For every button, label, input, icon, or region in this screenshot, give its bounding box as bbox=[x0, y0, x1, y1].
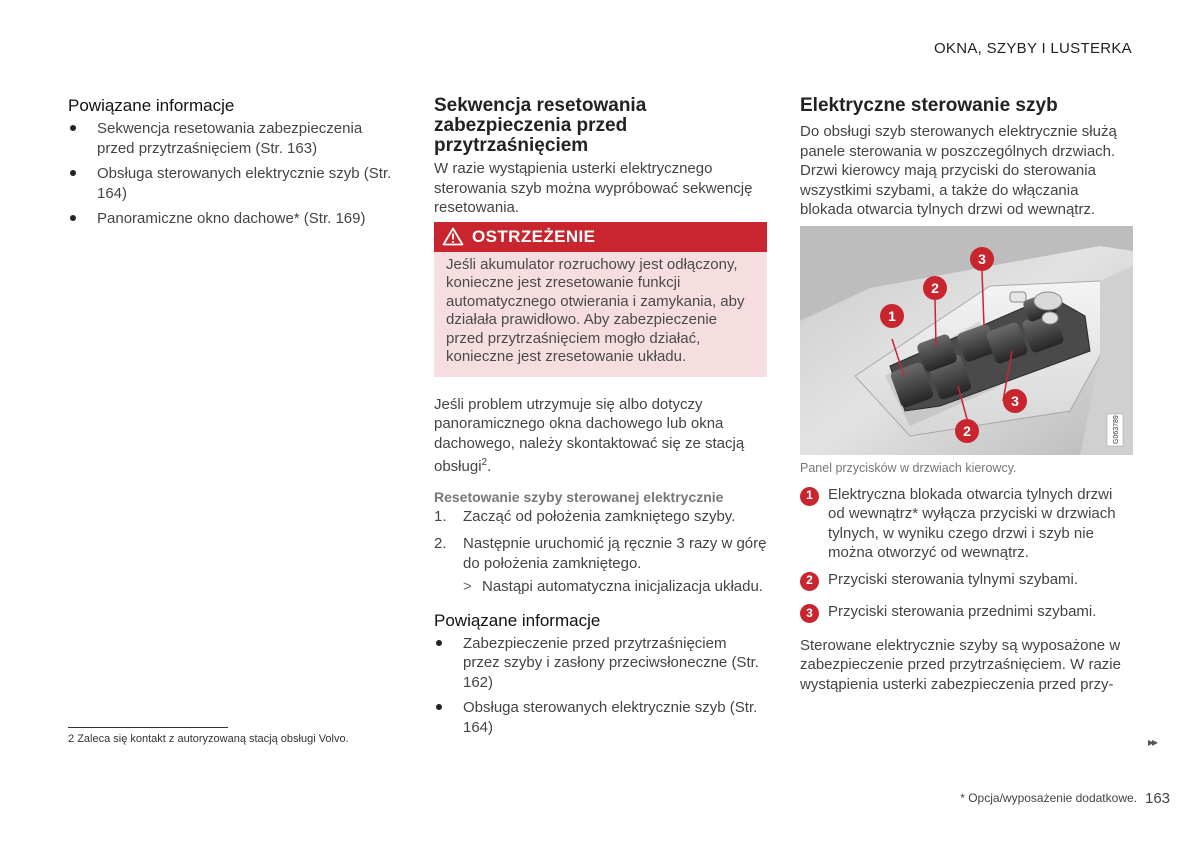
related-info-heading-2: Powiązane informacje bbox=[434, 610, 601, 630]
image-code: G063789 bbox=[1113, 414, 1120, 444]
related-info-list-2 bbox=[434, 634, 767, 738]
section-title-power-windows: Elektryczne sterowanie szyb bbox=[800, 95, 1058, 116]
page-number: 163 bbox=[1145, 790, 1171, 807]
footnote: 2 Zaleca się kontakt z autoryzowaną stacją obsługi Volvo. bbox=[68, 733, 349, 745]
next-page-icon[interactable]: ▸▸ bbox=[1148, 735, 1157, 749]
warning-label: OSTRZEŻENIE bbox=[472, 226, 596, 246]
reset-procedure-heading: Resetowanie szyby sterowanej elektrycznie bbox=[434, 488, 724, 505]
footnote-ref[interactable]: 2 bbox=[481, 457, 488, 468]
callout-item: 1 Elektryczna blokada otwarcia tylnych drzwi od wewnątrz* wyłącza przyciski w drzwiach tylnych, w wyniku czego drzwi i szyb nie można otworzyć od wewnątrz. bbox=[800, 485, 1133, 563]
warning-triangle-icon bbox=[434, 227, 472, 246]
related-link[interactable]: Sekwencja resetowania zabezpieczenia przed przytrzaśnięciem (Str. 163) bbox=[68, 119, 403, 158]
callout-number: 1 bbox=[800, 487, 819, 506]
warning-box bbox=[434, 222, 767, 377]
section-title-reset: Sekwencja resetowania zabezpieczenia przed przytrzaśnięciem bbox=[434, 95, 647, 156]
callout-number: 2 bbox=[800, 572, 819, 591]
related-info-list bbox=[68, 119, 403, 229]
option-note: * Opcja/wyposażenie dodatkowe. bbox=[960, 791, 1137, 805]
related-link[interactable]: Obsługa sterowanych elektrycznie szyb (Str. 164) bbox=[68, 164, 403, 203]
reset-steps bbox=[434, 507, 767, 574]
callout-list bbox=[800, 485, 1133, 622]
running-head: OKNA, SZYBY I LUSTERKA bbox=[933, 40, 1132, 57]
contact-paragraph: Jeśli problem utrzymuje się albo dotyczy panoramicznego okna dachowego lub okna dachowego, należy skontaktować się ze stacją obsługi$^2$. bbox=[434, 395, 745, 475]
reset-intro: W razie wystąpienia usterki elektrycznego sterowania szyb można wypróbować sekwencję resetowania. bbox=[434, 160, 753, 216]
warning-text: Jeśli akumulator rozruchowy jest odłączony, konieczne jest zresetowanie funkcji automatycznego otwierania i zamykania, aby działała prawidłowo. Aby zabezpieczenie przed przytrzaśnięciem mogło działać, konieczne jest zresetowanie układu. bbox=[434, 252, 767, 377]
related-info-heading: Powiązane informacje bbox=[68, 96, 235, 115]
figure-caption: Panel przycisków w drzwiach kierowcy. bbox=[800, 460, 1017, 475]
footnote-divider bbox=[68, 727, 228, 728]
step-item: 1. Zacząć od położenia zamkniętego szyby. bbox=[434, 507, 736, 525]
column-1 bbox=[68, 96, 403, 235]
power-windows-intro: Do obsługi szyb sterowanych elektrycznie służą panele sterowania w poszczególnych drzwiach. Drzwi kierowcy mają przyciski do sterowania wszystkimi szybami, a także do włączania blokada otwarcia tylnych drzwi od wewnątrz. bbox=[800, 123, 1117, 218]
callout-number: 3 bbox=[800, 604, 819, 623]
step-item: 2. Następnie uruchomić ją ręcznie 3 razy w górę do położenia zamkniętego. bbox=[434, 535, 767, 572]
warning-header bbox=[434, 222, 767, 252]
callout-label: 3 bbox=[978, 250, 986, 267]
closing-paragraph: Sterowane elektrycznie szyby są wyposażone w zabezpieczenie przed przytrzaśnięciem. W razie wystąpienia usterki zabezpieczenia przed przy- bbox=[800, 636, 1121, 693]
callout-item: 2 Przyciski sterowania tylnymi szybami. bbox=[800, 570, 1133, 590]
callout-label: 1 bbox=[888, 307, 896, 324]
related-link[interactable]: Obsługa sterowanych elektrycznie szyb (Str. 164) bbox=[434, 698, 767, 737]
callout-label: 2 bbox=[963, 422, 971, 439]
callout-item: 3 Przyciski sterowania przednimi szybami. bbox=[800, 602, 1133, 622]
step-result: > Nastąpi automatyczna inicjalizacja układu. bbox=[463, 578, 763, 595]
callout-label: 2 bbox=[931, 279, 939, 296]
related-link[interactable]: Panoramiczne okno dachowe* (Str. 169) bbox=[68, 209, 403, 229]
column-3 bbox=[800, 96, 1133, 694]
related-link[interactable]: Zabezpieczenie przed przytrzaśnięciem przez szyby i zasłony przeciwsłoneczne (Str. 162) bbox=[434, 634, 767, 693]
window-switch-panel-image bbox=[800, 226, 1133, 455]
column-2 bbox=[434, 96, 767, 743]
callout-label: 3 bbox=[1011, 392, 1019, 409]
